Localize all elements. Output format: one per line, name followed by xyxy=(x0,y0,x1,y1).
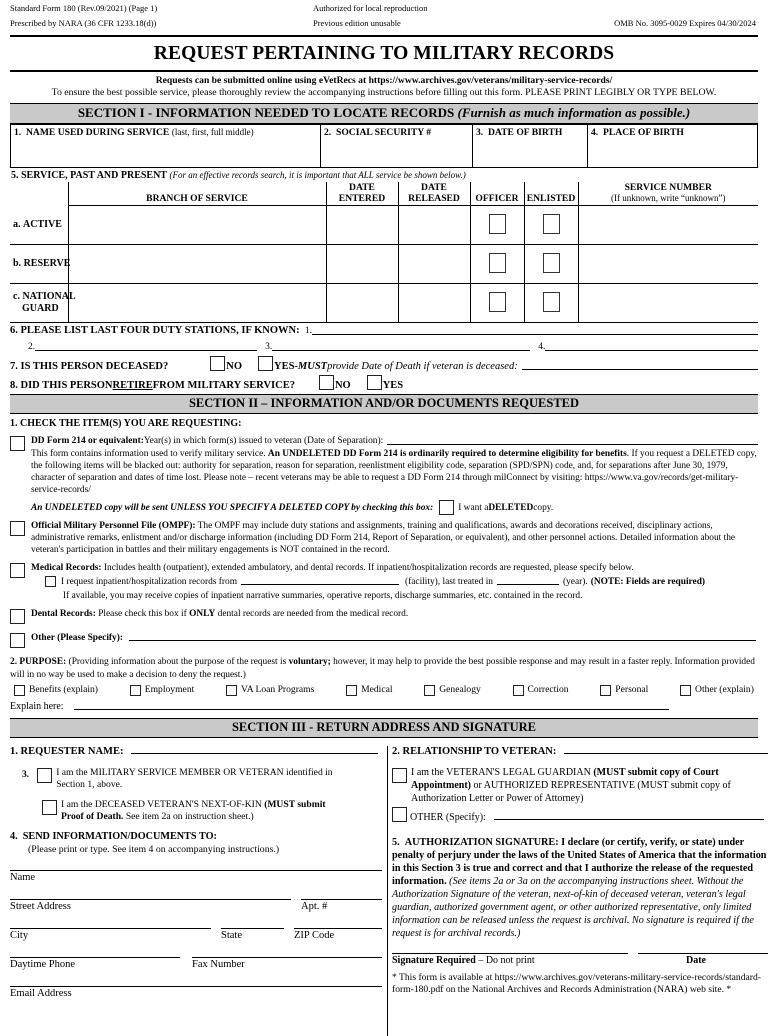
option-other-specify[interactable] xyxy=(10,632,758,651)
option-other-relationship-row[interactable] xyxy=(392,807,768,823)
field-number: 3. xyxy=(476,127,484,138)
deceased-dash: - xyxy=(294,361,298,372)
checkbox-medical-records[interactable] xyxy=(10,563,25,578)
cell-reserve-date-released[interactable] xyxy=(398,245,470,284)
instructions-note: To ensure the best possible service, please thoroughly review the accompanying instructions before filling out this form. PLEASE PRINT LEGIBLY OR TYPE BELOW. xyxy=(51,87,717,98)
row-key: b. xyxy=(13,258,22,269)
send-info-hint: (Please print or type. See item 4 on accompanying instructions.) xyxy=(28,844,280,856)
field-label: DATE OF BIRTH xyxy=(488,127,563,138)
field-name-used-during-service[interactable] xyxy=(11,125,321,168)
field-number: 2. xyxy=(324,127,332,138)
item-7-deceased xyxy=(10,356,758,372)
purpose-option-genealogy[interactable] xyxy=(424,684,481,697)
dd214-body-emphasis: An UNDELETED DD Form 214 is ordinarily required to determine eligibility for benefits xyxy=(267,448,627,459)
item-number: 3. xyxy=(22,769,30,781)
checkbox-guard-officer[interactable] xyxy=(489,292,506,312)
cell-guard-date-entered[interactable] xyxy=(326,284,398,323)
city-label: City xyxy=(10,930,29,942)
section-1-bar xyxy=(10,103,758,124)
dental-text xyxy=(31,608,758,620)
col-date-released xyxy=(398,182,470,206)
table-row xyxy=(10,245,758,284)
item-label-part-2: FROM MILITARY SERVICE? xyxy=(152,380,295,391)
cell-active-enlisted[interactable] xyxy=(524,206,578,245)
cell-reserve-officer[interactable] xyxy=(470,245,524,284)
label-retired-yes: YES xyxy=(382,380,404,391)
ompf-body: The OMPF may include duty stations and assignments, training and qualifications, awards and decorations received, disciplinary actions, administrative remarks, enlistment and/or discharge information (including DD Form 214, Report of Separation, or equivalent), and other personnel actions. Detailed information about the veteran's participation in battles and their military engagements is NOT contained in the record. xyxy=(31,520,736,556)
field-label: NAME USED DURING SERVICE xyxy=(26,127,170,138)
purpose-option-medical[interactable] xyxy=(346,684,392,697)
item-hint: (For an effective records search, it is important that ALL service be shown below.) xyxy=(169,170,466,180)
dd214-body-part-2: . If you request a DELETED copy, the following items will be blacked out: authority for separation, reason for separation, reenlistment eligibility code, separation (SPD/SPN) code, and, for separations after June 30, 1979, character of separation and dates of time lost. Please note – recent veterans may be able to request a DD Form 214 through milConnect by visiting: https://www.va.gov/records/get-military-service-records/ xyxy=(31,448,757,496)
duty-station-input-4[interactable] xyxy=(545,349,758,351)
authorized-reproduction-text: Authorized for local reproduction xyxy=(313,3,428,13)
checkbox-other-relationship[interactable] xyxy=(392,807,407,822)
prescribed-by-text: Prescribed by NARA (36 CFR 1233.18(d)) xyxy=(10,18,157,28)
dental-body-1: Please check this box if xyxy=(95,608,190,619)
option-legal-guardian-row[interactable] xyxy=(392,766,768,805)
duty-station-marker-2: 2. xyxy=(28,342,36,352)
field-label: SOCIAL SECURITY # xyxy=(336,127,432,138)
cell-active-branch[interactable] xyxy=(68,206,326,245)
next-of-kin-label-bold-1: (MUST submit xyxy=(264,799,326,811)
row-label-national-guard xyxy=(10,284,76,323)
checkbox-purpose-correction[interactable] xyxy=(513,685,524,696)
row-name: RESERVE xyxy=(23,258,71,269)
duty-station-input-3[interactable] xyxy=(272,349,530,351)
checkbox-is-next-of-kin[interactable] xyxy=(42,800,57,815)
purpose-option-label: VA Loan Programs xyxy=(241,684,315,696)
item-label-part-1: DID THIS PERSON xyxy=(20,380,113,391)
col-officer: OFFICER xyxy=(470,182,524,206)
item-number: 7. xyxy=(10,361,18,372)
option-dd-form-214[interactable] xyxy=(10,435,758,514)
purpose-option-label: Correction xyxy=(527,684,569,696)
checkbox-retired-no[interactable] xyxy=(319,375,334,390)
state-label: State xyxy=(221,930,242,942)
previous-edition-text: Previous edition unusable xyxy=(313,18,401,28)
field-place-of-birth[interactable] xyxy=(588,125,758,168)
deleted-copy-label-1: I want a xyxy=(458,503,489,514)
form-header-meta xyxy=(10,0,758,33)
cell-reserve-branch[interactable] xyxy=(68,245,326,284)
dd214-body-part-1: This form contains information used to verify military service. xyxy=(31,448,268,459)
title-rule xyxy=(10,70,758,72)
date-of-death-input[interactable] xyxy=(522,368,758,370)
zip-label: ZIP Code xyxy=(294,930,335,942)
explain-here-label: Explain here: xyxy=(10,700,64,712)
checkbox-purpose-employment[interactable] xyxy=(130,685,141,696)
checkbox-inpatient-records[interactable] xyxy=(45,576,56,587)
col-line-1: SERVICE NUMBER xyxy=(624,182,712,193)
deleted-copy-notice: An UNDELETED copy will be sent UNLESS YOU SPECIFY A DELETED COPY by checking this box: xyxy=(31,503,434,514)
requester-name-label: 1. REQUESTER NAME: xyxy=(10,746,124,758)
dd214-body xyxy=(31,448,758,497)
item-number: 5. xyxy=(11,170,19,181)
item-label-retire: RETIRE xyxy=(112,380,153,391)
item-5-heading xyxy=(10,168,758,182)
row-name-line-1: NATIONAL xyxy=(22,291,76,302)
section-1-subtitle: (Furnish as much information as possible.) xyxy=(457,105,691,120)
dental-body-emphasis: ONLY xyxy=(189,608,216,619)
col-date-entered xyxy=(326,182,398,206)
purpose-text xyxy=(10,656,758,681)
cell-active-officer[interactable] xyxy=(470,206,524,245)
col-line-1: DATE xyxy=(349,182,375,193)
inpatient-year-label: (year). xyxy=(562,576,588,587)
purpose-option-label: Medical xyxy=(361,684,393,696)
field-label: PLACE OF BIRTH xyxy=(603,127,684,138)
option-next-of-kin-row[interactable] xyxy=(10,799,382,823)
option-service-member-row[interactable] xyxy=(10,767,382,791)
label-deceased-no: NO xyxy=(226,361,242,372)
street-address-label: Street Address xyxy=(10,901,71,913)
cell-reserve-service-number[interactable] xyxy=(578,245,758,284)
inpatient-availability-note: If available, you may receive copies of inpatient narrative summaries, operative reports, discharge summaries, etc. contained in the record. xyxy=(63,591,583,602)
purpose-body-2: however, it may help to provide the best possible response and may result in a faster reply. Information provided will in no way be used to make a decision to deny the request.) xyxy=(10,657,755,680)
cell-guard-date-released[interactable] xyxy=(398,284,470,323)
guardian-label-2: or AUTHORIZED REPRESENTATIVE (MUST submit copy of xyxy=(471,780,731,792)
field-number: 1. xyxy=(14,127,22,138)
daytime-phone-label: Daytime Phone xyxy=(10,959,76,971)
item-6-duty-stations xyxy=(10,323,758,354)
purpose-option-label: Other (explain) xyxy=(695,684,754,696)
send-info-label: SEND INFORMATION/DOCUMENTS TO: xyxy=(22,831,217,843)
cell-guard-service-number[interactable] xyxy=(578,284,758,323)
purpose-body-1: (Providing information about the purpose of the request is xyxy=(66,657,289,668)
ompf-title: Official Military Personnel File (OMPF): xyxy=(31,520,196,531)
col-line-1: DATE xyxy=(421,182,447,193)
item-number: 5. xyxy=(392,837,400,849)
purpose-label: PURPOSE: xyxy=(19,657,67,668)
checkbox-purpose-other[interactable] xyxy=(680,685,691,696)
cell-active-date-released[interactable] xyxy=(398,206,470,245)
authorization-italic-body: (See items 2a or 3a on the accompanying instructions sheet. Without the Authorization Signature of the veteran, next-of-kin of deceased veteran, veteran's legal guardian, authorized government agent, or other authorized representative, only limited information can be released unless the request is archival. No signature is required if the request is for archival records.) xyxy=(392,876,754,940)
checkbox-dental-records[interactable] xyxy=(10,609,25,624)
purpose-option-va-loan[interactable] xyxy=(226,684,314,697)
omb-number-text: OMB No. 3095-0029 Expires 04/30/2024 xyxy=(614,18,756,28)
duty-station-marker-1: 1. xyxy=(304,326,312,336)
medical-body: Includes health (outpatient), extended ambulatory, and dental records. If inpatient/hospitalization records are requested, please specify below. xyxy=(101,562,634,573)
label-retired-no: NO xyxy=(334,380,351,391)
checkbox-active-officer[interactable] xyxy=(489,214,506,234)
option-medical-records[interactable] xyxy=(10,562,758,603)
ompf-text xyxy=(31,520,758,557)
dental-title: Dental Records: xyxy=(31,608,96,619)
checkbox-active-enlisted[interactable] xyxy=(543,214,560,234)
duty-station-marker-4: 4. xyxy=(538,342,546,352)
return-address-block xyxy=(10,869,382,999)
purpose-body-emphasis: voluntary; xyxy=(288,657,331,668)
col-line-2: ENTERED xyxy=(338,193,386,204)
dd214-title: DD Form 214 or equivalent: xyxy=(31,436,144,447)
checkbox-reserve-officer[interactable] xyxy=(489,253,506,273)
deceased-tail-text: provide Date of Death if veteran is deceased: xyxy=(327,361,518,372)
form-title: REQUEST PERTAINING TO MILITARY RECORDS xyxy=(153,43,615,64)
explain-here-input[interactable] xyxy=(74,708,669,710)
purpose-option-other[interactable] xyxy=(680,684,754,697)
section-1-title: SECTION I - INFORMATION NEEDED TO LOCATE RECORDS xyxy=(77,105,458,120)
item-1-check-heading: 1. CHECK THE ITEM(S) YOU ARE REQUESTING: xyxy=(10,418,242,429)
service-member-label-2: Section 1, above. xyxy=(56,779,123,791)
checkbox-deceased-yes[interactable] xyxy=(258,356,273,371)
service-member-label-1: I am the MILITARY SERVICE MEMBER OR VETERAN identified in xyxy=(56,767,333,779)
row-key: c. xyxy=(13,291,20,302)
row-key: a. xyxy=(13,218,21,230)
checkbox-dd-form-214[interactable] xyxy=(10,436,25,451)
signature-required-rest: – Do not print xyxy=(475,955,535,967)
purpose-option-label: Employment xyxy=(144,684,195,696)
item-label: PLEASE LIST LAST FOUR DUTY STATIONS, IF KNOWN: xyxy=(20,325,300,336)
section-3-left-column xyxy=(10,746,382,999)
table-row xyxy=(10,206,758,245)
checkbox-deceased-no[interactable] xyxy=(210,356,225,371)
purpose-options xyxy=(10,684,758,697)
col-line-2: (If unknown, write “unknown”) xyxy=(611,193,726,203)
cell-guard-officer[interactable] xyxy=(470,284,524,323)
dd214-lead: Year(s) in which form(s) issued to veteran (Date of Separation): xyxy=(143,436,384,447)
medical-text xyxy=(31,562,758,574)
checkbox-purpose-va-loan[interactable] xyxy=(226,685,237,696)
field-number: 4. xyxy=(591,127,599,138)
service-history-table xyxy=(10,182,758,323)
requester-name-input[interactable] xyxy=(131,752,378,754)
item-number: 4. xyxy=(10,831,18,843)
section-3-body xyxy=(10,746,767,1036)
checkbox-purpose-genealogy[interactable] xyxy=(424,685,435,696)
col-line-2: RELEASED xyxy=(408,193,460,204)
name-label: Name xyxy=(10,872,36,884)
item-number: 6. xyxy=(10,325,18,336)
requester-name-row xyxy=(10,746,382,757)
duty-station-marker-3: 3. xyxy=(265,342,273,352)
medical-title: Medical Records: xyxy=(31,562,102,573)
guardian-label-1: I am the VETERAN'S LEGAL GUARDIAN xyxy=(411,767,594,779)
item-number: 8. xyxy=(10,380,18,391)
item-label: SERVICE, PAST AND PRESENT xyxy=(21,170,167,181)
checkbox-purpose-benefits[interactable] xyxy=(14,685,25,696)
purpose-option-label: Genealogy xyxy=(439,684,481,696)
authorization-bold-body: I declare (or certify, verify, or state) under penalty of perjury under the laws of the United States of America that the information in this Section 3 is true and correct and that I authorize the release of the requested information. xyxy=(392,837,767,888)
table-row xyxy=(10,284,758,323)
checkbox-is-legal-guardian[interactable] xyxy=(392,768,407,783)
inpatient-year-input[interactable] xyxy=(497,583,559,585)
relationship-label: 2. RELATIONSHIP TO VETERAN: xyxy=(392,746,557,758)
purpose-option-personal[interactable] xyxy=(600,684,648,697)
authorization-signature-block xyxy=(392,836,768,940)
identity-fields-table xyxy=(10,124,758,168)
dd214-separation-date-input[interactable] xyxy=(387,443,758,445)
form-id-text: Standard Form 180 (Rev.09/2021) (Page 1) xyxy=(10,3,158,13)
col-service-number xyxy=(578,182,758,206)
purpose-option-label: Benefits (explain) xyxy=(29,684,98,696)
option-dental-records[interactable] xyxy=(10,608,758,627)
inpatient-lead: I request inpatient/hospitalization records from xyxy=(61,576,237,587)
section-3-right-column xyxy=(392,746,768,996)
duty-station-input-1[interactable] xyxy=(312,333,758,335)
purpose-option-correction[interactable] xyxy=(513,684,569,697)
signature-row xyxy=(392,952,768,966)
item-8-retired xyxy=(10,375,758,391)
row-name: ACTIVE xyxy=(23,218,62,230)
apt-label: Apt. # xyxy=(301,901,328,913)
section-2-bar: SECTION II – INFORMATION AND/OR DOCUMENTS REQUESTED xyxy=(10,394,758,414)
purpose-option-label: Personal xyxy=(615,684,649,696)
header-rule-top xyxy=(10,35,758,37)
service-table-header-row xyxy=(10,182,758,206)
duty-station-input-2[interactable] xyxy=(35,349,257,351)
row-label-active xyxy=(10,206,68,245)
checkbox-purpose-medical[interactable] xyxy=(346,685,357,696)
relationship-row xyxy=(392,746,768,757)
item-number: 2. xyxy=(10,657,18,668)
purpose-option-employment[interactable] xyxy=(130,684,195,697)
inpatient-facility-label: (facility), last treated in xyxy=(405,576,493,587)
checkbox-guard-enlisted[interactable] xyxy=(543,292,560,312)
other-title: Other (Please Specify): xyxy=(31,632,123,643)
cell-guard-enlisted[interactable] xyxy=(524,284,578,323)
form-availability-footnote: * This form is available at https://www.archives.gov/veterans-military-service-records/standard-form-180.pdf on the National Archives and Records Administration (NARA) web site. * xyxy=(392,972,761,996)
deleted-copy-label-bold: DELETED xyxy=(488,503,534,514)
field-date-of-birth[interactable] xyxy=(473,125,588,168)
row-label-reserve xyxy=(10,245,71,284)
guardian-label-3: Authorization Letter or Power of Attorney) xyxy=(411,793,584,805)
cell-active-service-number[interactable] xyxy=(578,206,758,245)
inpatient-facility-input[interactable] xyxy=(241,583,399,585)
relationship-input[interactable] xyxy=(564,752,768,754)
purpose-option-benefits[interactable] xyxy=(14,684,98,697)
col-enlisted: ENLISTED xyxy=(524,182,578,206)
email-address-label: Email Address xyxy=(10,988,72,1000)
next-of-kin-label-1: I am the DECEASED VETERAN'S NEXT-OF-KIN xyxy=(61,799,265,811)
other-specify-input[interactable] xyxy=(129,639,756,641)
authorization-title: AUTHORIZATION SIGNATURE: xyxy=(404,837,559,849)
cell-reserve-date-entered[interactable] xyxy=(326,245,398,284)
cell-active-date-entered[interactable] xyxy=(326,206,398,245)
field-hint: (last, first, full middle) xyxy=(171,127,254,137)
section-3-divider xyxy=(387,746,388,1036)
inpatient-request-row[interactable] xyxy=(31,576,758,588)
col-branch-of-service: BRANCH OF SERVICE xyxy=(68,182,326,206)
other-relationship-label: OTHER (Specify): xyxy=(410,812,486,824)
date-label: Date xyxy=(686,955,706,967)
section-2-body xyxy=(10,414,758,713)
other-relationship-input[interactable] xyxy=(494,818,764,820)
deceased-must-emphasis: MUST xyxy=(297,361,328,372)
checkbox-retired-yes[interactable] xyxy=(367,375,382,390)
cell-reserve-enlisted[interactable] xyxy=(524,245,578,284)
item-2-purpose xyxy=(10,656,758,713)
field-social-security-number[interactable] xyxy=(321,125,473,168)
option-ompf[interactable] xyxy=(10,520,758,557)
inpatient-required-note: (NOTE: Fields are required) xyxy=(590,576,706,587)
next-of-kin-label-3: See item 2a on instruction sheet.) xyxy=(123,811,254,823)
dental-body-2: dental records are needed from the medical record. xyxy=(215,608,409,619)
guardian-label-bold-2: Appointment) xyxy=(411,780,472,792)
signature-required-bold: Signature Required xyxy=(392,955,476,967)
checkbox-reserve-enlisted[interactable] xyxy=(543,253,560,273)
deleted-copy-label-2: copy. xyxy=(533,503,554,514)
item-label: IS THIS PERSON DECEASED? xyxy=(20,361,169,372)
checkbox-ompf[interactable] xyxy=(10,521,25,536)
online-submission-note: Requests can be submitted online using eVetRecs at https://www.archives.gov/veterans/military-service-records/ xyxy=(155,75,613,86)
next-of-kin-label-bold-2: Proof of Death. xyxy=(61,811,124,823)
cell-guard-branch[interactable] xyxy=(68,284,326,323)
checkbox-is-service-member[interactable] xyxy=(37,768,52,783)
row-name-line-2: GUARD xyxy=(22,303,59,314)
checkbox-purpose-personal[interactable] xyxy=(600,685,611,696)
section-3-bar: SECTION III - RETURN ADDRESS AND SIGNATURE xyxy=(10,718,758,738)
fax-number-label: Fax Number xyxy=(192,959,245,971)
label-deceased-yes: YES xyxy=(273,361,295,372)
send-info-heading xyxy=(10,830,382,856)
checkbox-want-deleted-copy[interactable] xyxy=(439,500,454,515)
checkbox-other-specify[interactable] xyxy=(10,633,25,648)
guardian-label-bold-1: (MUST submit copy of Court xyxy=(593,767,719,779)
table-row xyxy=(11,125,758,168)
